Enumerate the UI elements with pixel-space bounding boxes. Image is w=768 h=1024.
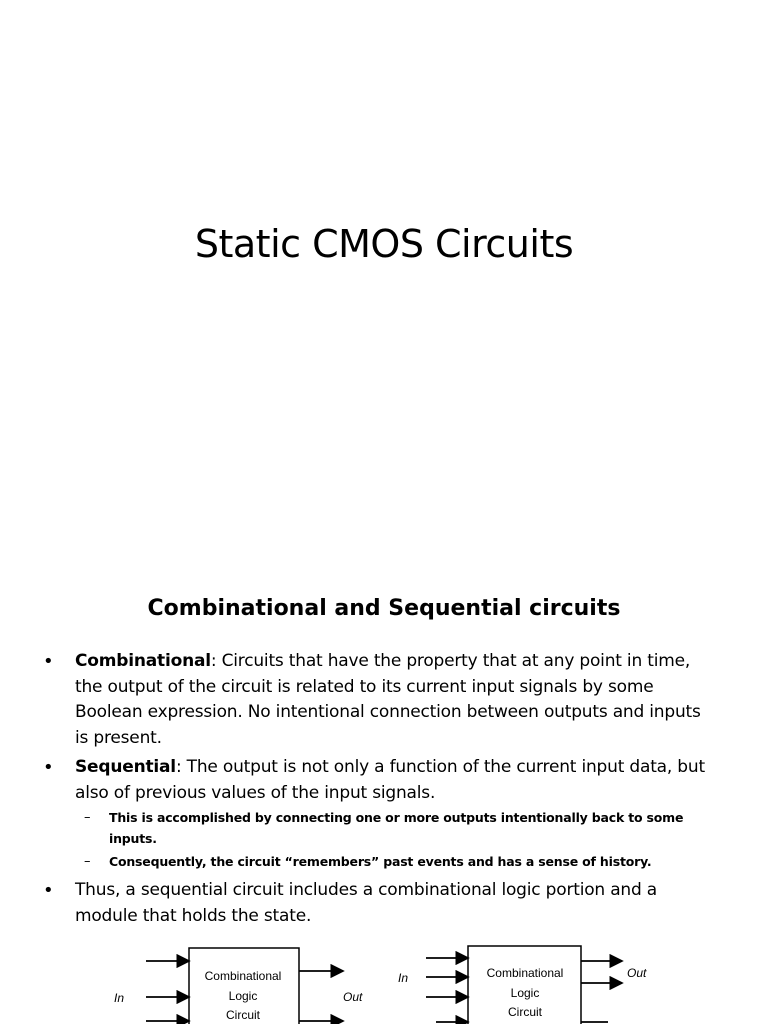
slide-heading: Combinational and Sequential circuits xyxy=(147,596,621,621)
input-label: In xyxy=(398,971,409,985)
output-label: Out xyxy=(343,990,363,1004)
slide-title: Static CMOS Circuits xyxy=(194,222,574,266)
bullet-term: Combinational xyxy=(75,651,211,671)
bullet-marker: • xyxy=(43,651,54,672)
block-label-line: Combinational xyxy=(486,966,564,980)
combinational-diagram xyxy=(110,940,370,1024)
bullet-body: : Circuits that have the property that at any point in time, the output of the circuit is related to its current input signals by some Boolean expression. No intentional connection between outputs and inputs is present. xyxy=(75,651,701,748)
sequential-diagram xyxy=(390,940,660,1024)
block-label-line: Logic xyxy=(228,989,258,1003)
block-label-line: Combinational xyxy=(204,969,282,983)
block-label-line: Logic xyxy=(510,986,540,1000)
bullet-text xyxy=(75,755,715,806)
sub-bullet-marker: – xyxy=(84,854,91,869)
bullet-text xyxy=(75,649,715,751)
sub-bullet-marker: – xyxy=(84,810,91,825)
combinational-diagram-svg xyxy=(110,940,370,1024)
bullet-body: : The output is not only a function of the current input data, but also of previous values of the input signals. xyxy=(75,757,705,803)
input-label: In xyxy=(114,991,125,1005)
bullet-text: Thus, a sequential circuit includes a combinational logic portion and a module that holds the state. xyxy=(75,880,658,926)
sub-bullet-text: This is accomplished by connecting one or more outputs intentionally back to some inputs. xyxy=(109,810,684,846)
sequential-diagram-svg xyxy=(390,940,660,1024)
block-label-line: Circuit xyxy=(225,1008,261,1022)
bullet-marker: • xyxy=(43,757,54,778)
sub-bullet-text: Consequently, the circuit “remembers” past events and has a sense of history. xyxy=(109,854,652,869)
bullet-term: Sequential xyxy=(75,757,176,777)
block-label-line: Circuit xyxy=(507,1005,543,1019)
bullet-marker: • xyxy=(43,880,54,901)
output-label: Out xyxy=(627,966,647,980)
